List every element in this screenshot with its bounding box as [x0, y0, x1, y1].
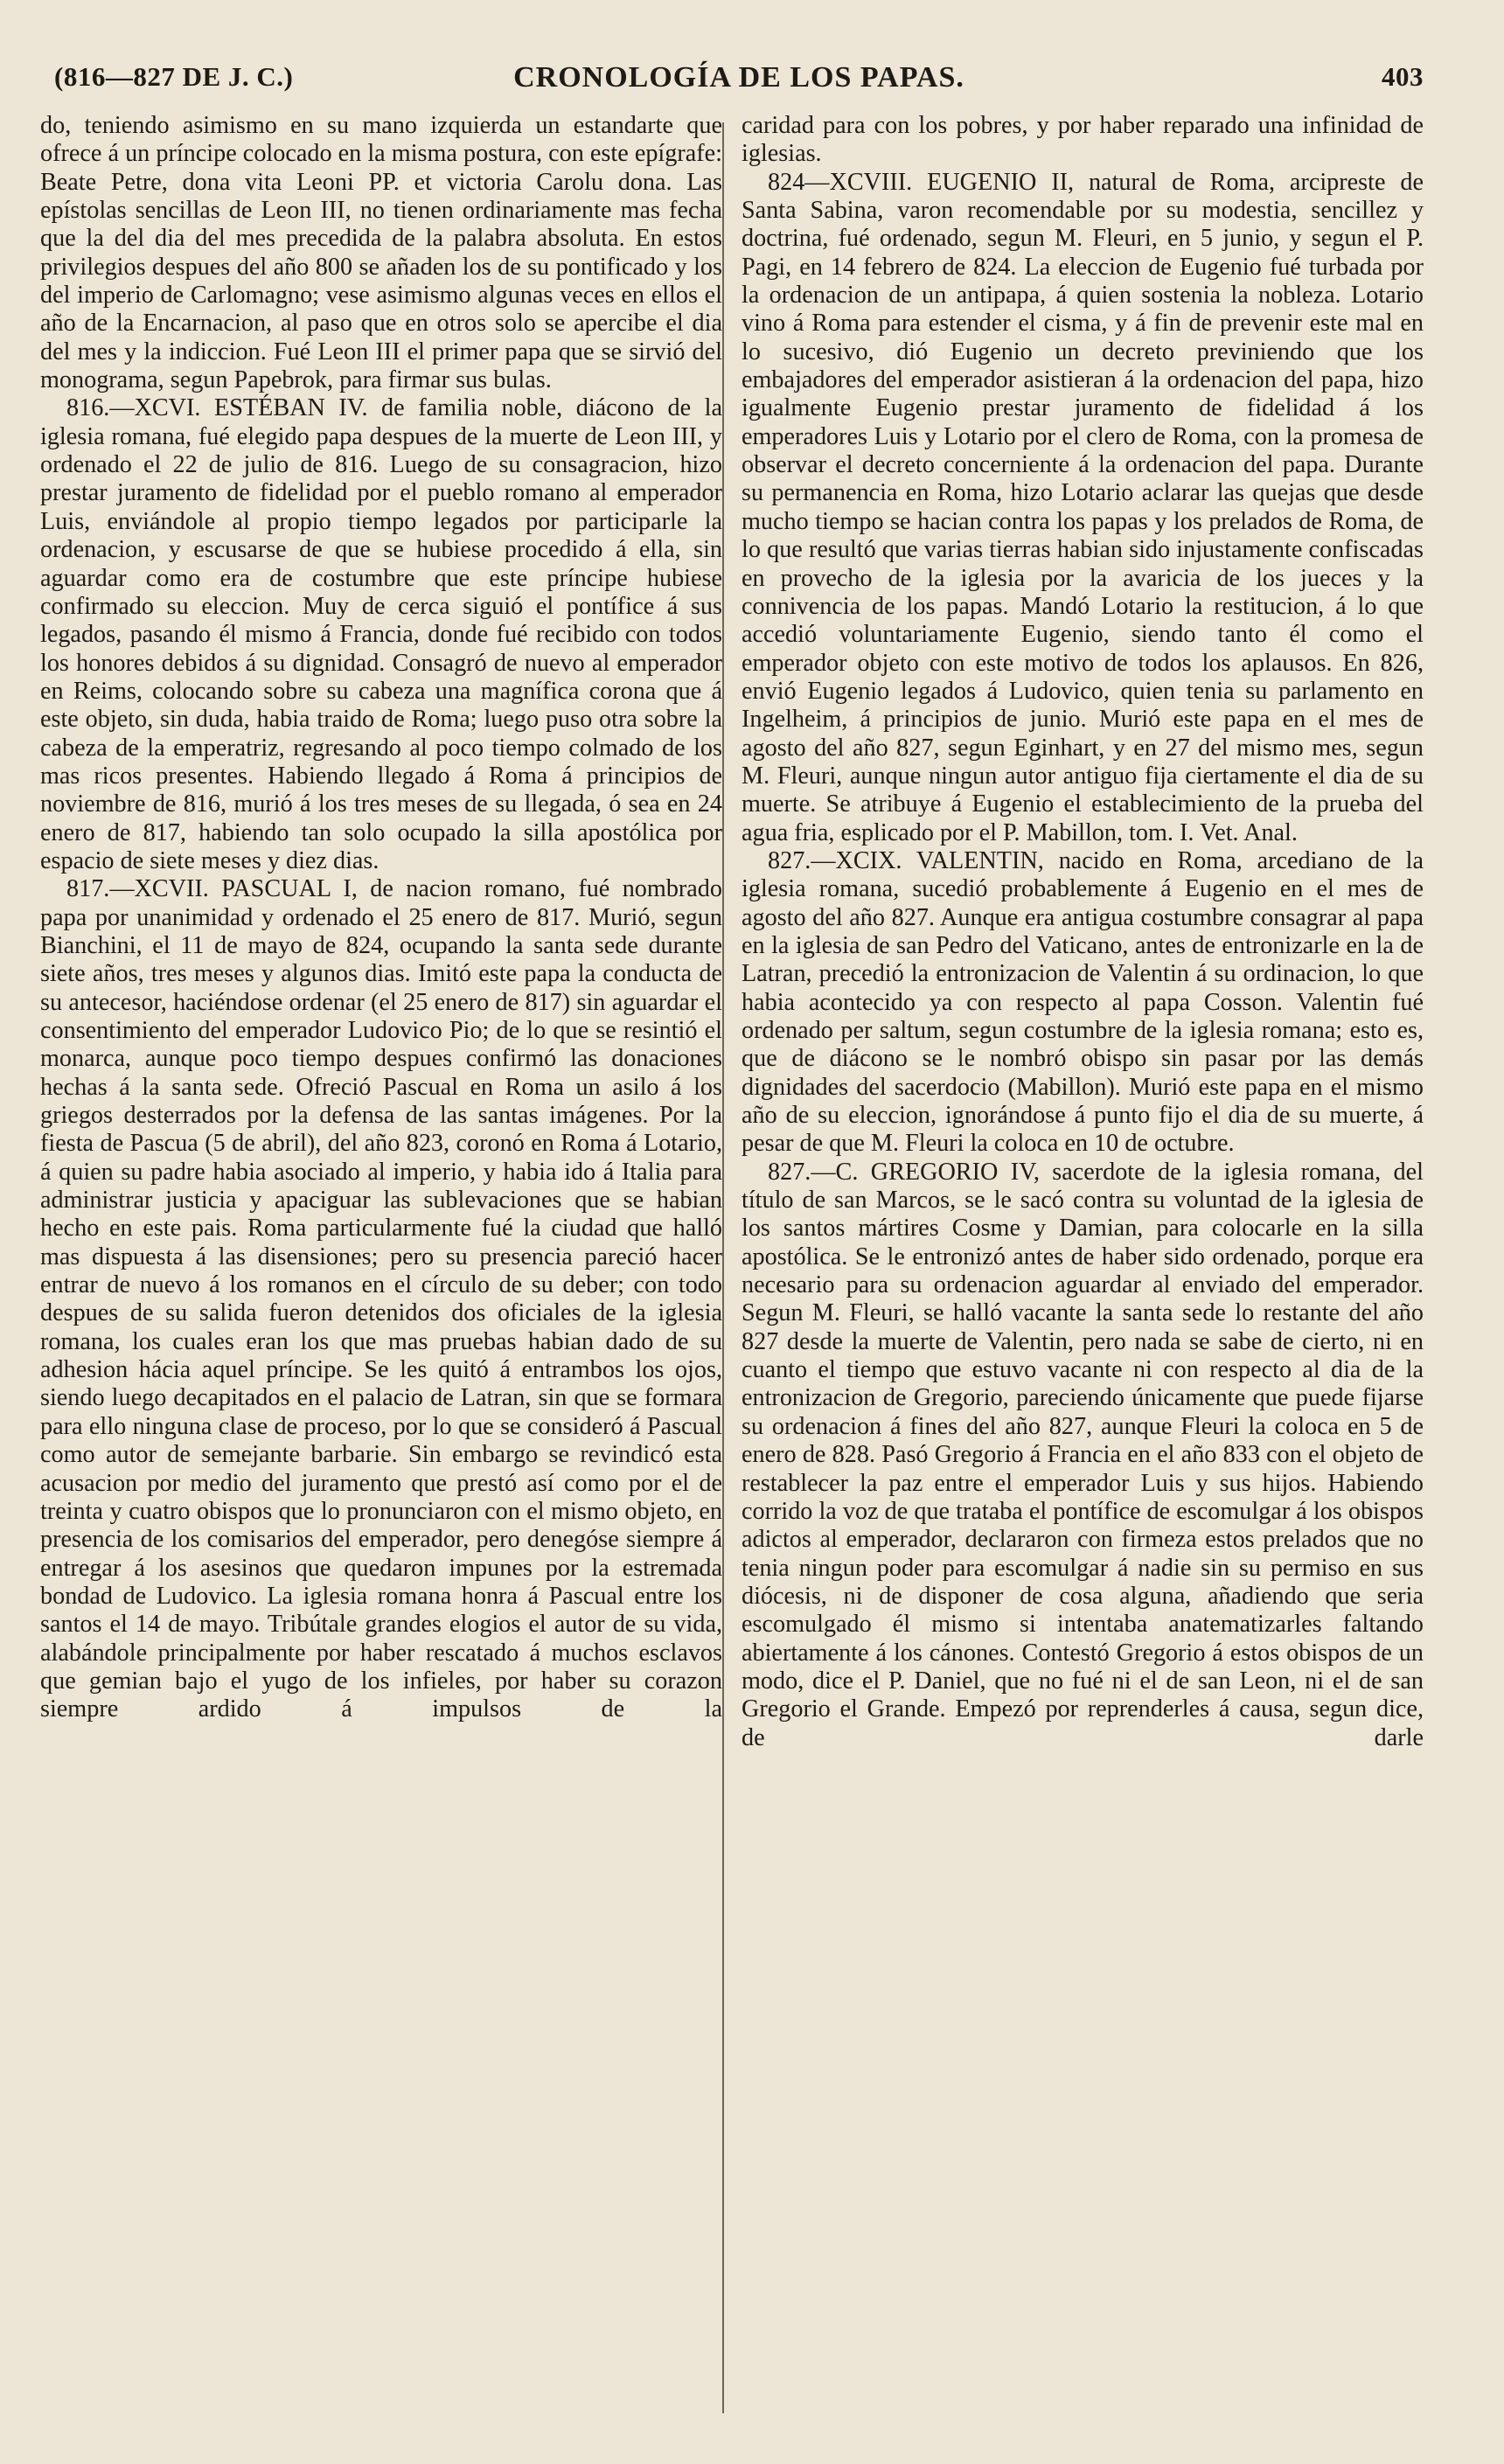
left-column: [40, 112, 722, 1724]
right-column: [742, 112, 1424, 1752]
entry-estebán-iv: 816.—XCVI. ESTÉBAN IV. de familia noble, diácono de la iglesia romana, fué elegido papa despues de la muerte de Leon III, y ordenado el 22 de julio de 816. Luego de su consagracion, hizo prestar juramento de fidelidad por el pueblo romano al emperador Luis, enviándole al propio tiempo legados por participarle la ordenacion, y escusarse de que se hubiese procedido á ella, sin aguardar como era de costumbre que este príncipe hubiese confirmado su eleccion. Muy de cerca siguió el pontífice á sus legados, pasando él mismo á Francia, donde fué recibido con todos los honores debidos á su dignidad. Consagró de nuevo al emperador en Reims, colocando sobre su cabeza una magnífica corona que á este objeto, sin duda, habia traido de Roma; luego puso otra sobre la cabeza de la emperatriz, regresando al poco tiempo colmado de los mas ricos presentes. Habiendo llegado á Roma á principios de noviembre de 816, murió á los tres meses de su llegada, ó sea en 24 enero de 817, habiendo tan solo ocupado la silla apostólica por espacio de siete meses y diez dias.: [40, 394, 722, 874]
running-title: CRONOLOGÍA DE LOS PAPAS.: [513, 61, 964, 94]
entry-pascual-i: 817.—XCVII. PASCUAL I, de nacion romano, fué nombrado papa por unanimidad y ordenado el 25 enero de 817. Murió, segun Bianchini, el 11 de mayo de 824, ocupando la santa sede durante siete años, tres meses y algunos dias. Imitó este papa la conducta de su antecesor, haciéndose ordenar (el 25 enero de 817) sin aguardar el consentimiento del emperador Ludovico Pio; de lo que se resintió el monarca, aunque poco tiempo despues confirmó las donaciones hechas á la santa sede. Ofreció Pascual en Roma un asilo á los griegos desterrados por la defensa de las santas imágenes. Por la fiesta de Pascua (5 de abril), del año 823, coronó en Roma á Lotario, á quien su padre habia asociado al imperio, y habia ido á Italia para administrar justicia y apaciguar las sublevaciones que se habian hecho en este pais. Roma particularmente fué la ciudad que halló mas dispuesta á las disensiones; pero su presencia pareció hacer entrar de nuevo á los romanos en el círculo de su deber; con todo despues de su salida fueron detenidos dos oficiales de la iglesia romana, los cuales eran los que mas pruebas habian dado de su adhesion hácia aquel príncipe. Se les quitó á entrambos los ojos, siendo luego decapitados en el palacio de Latran, sin que se formara para ello ninguna clase de proceso, por lo que se consideró á Pascual como autor de semejante barbarie. Sin embargo se revindicó esta acusacion por medio del juramento que prestó así como por el de treinta y cuatro obispos que lo pronunciaron con el mismo objeto, en presencia de los comisarios del emperador, pero denegóse siempre á entregar á los asesinos que quedaron impunes por la estremada bondad de Ludovico. La iglesia romana honra á Pascual entre los santos el 14 de mayo. Tribútale grandes elogios el autor de su vida, alabándole principalmente por haber rescatado á muchos esclavos que gemian bajo el yugo de los infieles, por haber su corazon siempre ardido á impulsos de la: [40, 875, 722, 1723]
column-divider: [722, 122, 724, 2413]
running-header: [54, 61, 1424, 105]
date-range: (816—827 DE J. C.): [54, 61, 294, 92]
entry-eugenio-ii: 824—XCVIII. EUGENIO II, natural de Roma, arcipreste de Santa Sabina, varon recomendable por su modestia, sencillez y doctrina, fué ordenado, segun M. Fleuri, en 5 junio, y segun el P. Pagi, en 14 febrero de 824. La eleccion de Eugenio fué turbada por la ordenacion de un antipapa, á quien sostenia la nobleza. Lotario vino á Roma para estender el cisma, y á fin de prevenir este mal en lo sucesivo, dió Eugenio un decreto previniendo que los embajadores del emperador asistieran á la ordenacion del papa, hizo igualmente Eugenio prestar juramento de fidelidad á los emperadores Luis y Lotario por el clero de Roma, con la promesa de observar el decreto concerniente á la ordenacion del papa. Durante su permanencia en Roma, hizo Lotario aclarar las quejas que desde mucho tiempo se hacian contra los papas y los prelados de Roma, de lo que resultó que varias tierras habian sido injustamente confiscadas en provecho de la iglesia por la avaricia de los jueces y la connivencia de los papas. Mandó Lotario la restitucion, á lo que accedió voluntariamente Eugenio, siendo tanto él como el emperador objeto con este motivo de todos los aplausos. En 826, envió Eugenio legados á Ludovico, quien tenia su parlamento en Ingelheim, á principios de junio. Murió este papa en el mes de agosto del año 827, segun Eginhart, y en 27 del mismo mes, segun M. Fleuri, aunque ningun autor antiguo fija ciertamente el dia de su muerte. Se atribuye á Eugenio el establecimiento de la prueba del agua fria, esplicado por el P. Mabillon, tom. I. Vet. Anal.: [742, 168, 1424, 846]
paragraph-leon-iii-continued: do, teniendo asimismo en su mano izquierda un estandarte que ofrece á un príncipe colocado en la misma postura, con este epígrafe: Beate Petre, dona vita Leoni PP. et victoria Carolu dona. Las epístolas sencillas de Leon III, no tienen ordinariamente mas fecha que la del dia del mes precedida de la palabra absoluta. En estos privilegios despues del año 800 se añaden los de su pontificado y los del imperio de Carlomagno; vese asimismo algunas veces en ellos el año de la Encarnacion, al paso que en otros solo se apercibe el dia del mes y la indiccion. Fué Leon III el primer papa que se sirvió del monograma, segun Papebrok, para firmar sus bulas.: [40, 112, 722, 394]
entry-valentin: 827.—XCIX. VALENTIN, nacido en Roma, arcediano de la iglesia romana, sucedió probablemente á Eugenio en el mes de agosto del año 827. Aunque era antigua costumbre consagrar al papa en la iglesia de san Pedro del Vaticano, antes de entronizarle en la de Latran, precedió la entronizacion de Valentin á su ordinacion, lo que habia acontecido ya con respecto al papa Cosson. Valentin fué ordenado per saltum, segun costumbre de la iglesia romana; esto es, que de diácono se le nombró obispo sin pasar por las demás dignidades del sacerdocio (Mabillon). Murió este papa en el mismo año de su eleccion, ignorándose á punto fijo el dia de su muerte, á pesar de que M. Fleuri la coloca en 10 de octubre.: [742, 846, 1424, 1158]
entry-gregorio-iv: 827.—C. GREGORIO IV, sacerdote de la iglesia romana, del título de san Marcos, se le sacó contra su voluntad de la iglesia de los santos mártires Cosme y Damian, para colocarle en la silla apostólica. Se le entronizó antes de haber sido ordenado, porque era necesario para su ordenacion aguardar al enviado del emperador. Segun M. Fleuri, se halló vacante la santa sede lo restante del año 827 desde la muerte de Valentin, pero nada se sabe de cierto, ni en cuanto el tiempo que estuvo vacante ni con respecto al dia de la entronizacion de Gregorio, pareciendo únicamente que puede fijarse su ordenacion á fines del año 827, aunque Fleuri la coloca en 5 de enero de 828. Pasó Gregorio á Francia en el año 833 con el objeto de restablecer la paz entre el emperador Luis y sus hijos. Habiendo corrido la voz de que trataba el pontífice de escomulgar á los obispos adictos al emperador, declararon con firmeza estos prelados que no tenia ningun poder para escomulgar á nadie sin su permiso en sus diócesis, ni de disponer de cosa alguna, añadiendo que seria escomulgado él mismo si intentaba anatematizarles faltando abiertamente á los cánones. Contestó Gregorio á estos obispos de un modo, dice el P. Daniel, que no fué ni el de san Leon, ni el de san Gregorio el Grande. Empezó por reprenderles á causa, segun dice, de darle: [742, 1158, 1424, 1751]
page-number: 403: [1382, 61, 1424, 92]
paragraph-pascual-continued: caridad para con los pobres, y por haber reparado una infinidad de iglesias.: [742, 112, 1424, 168]
